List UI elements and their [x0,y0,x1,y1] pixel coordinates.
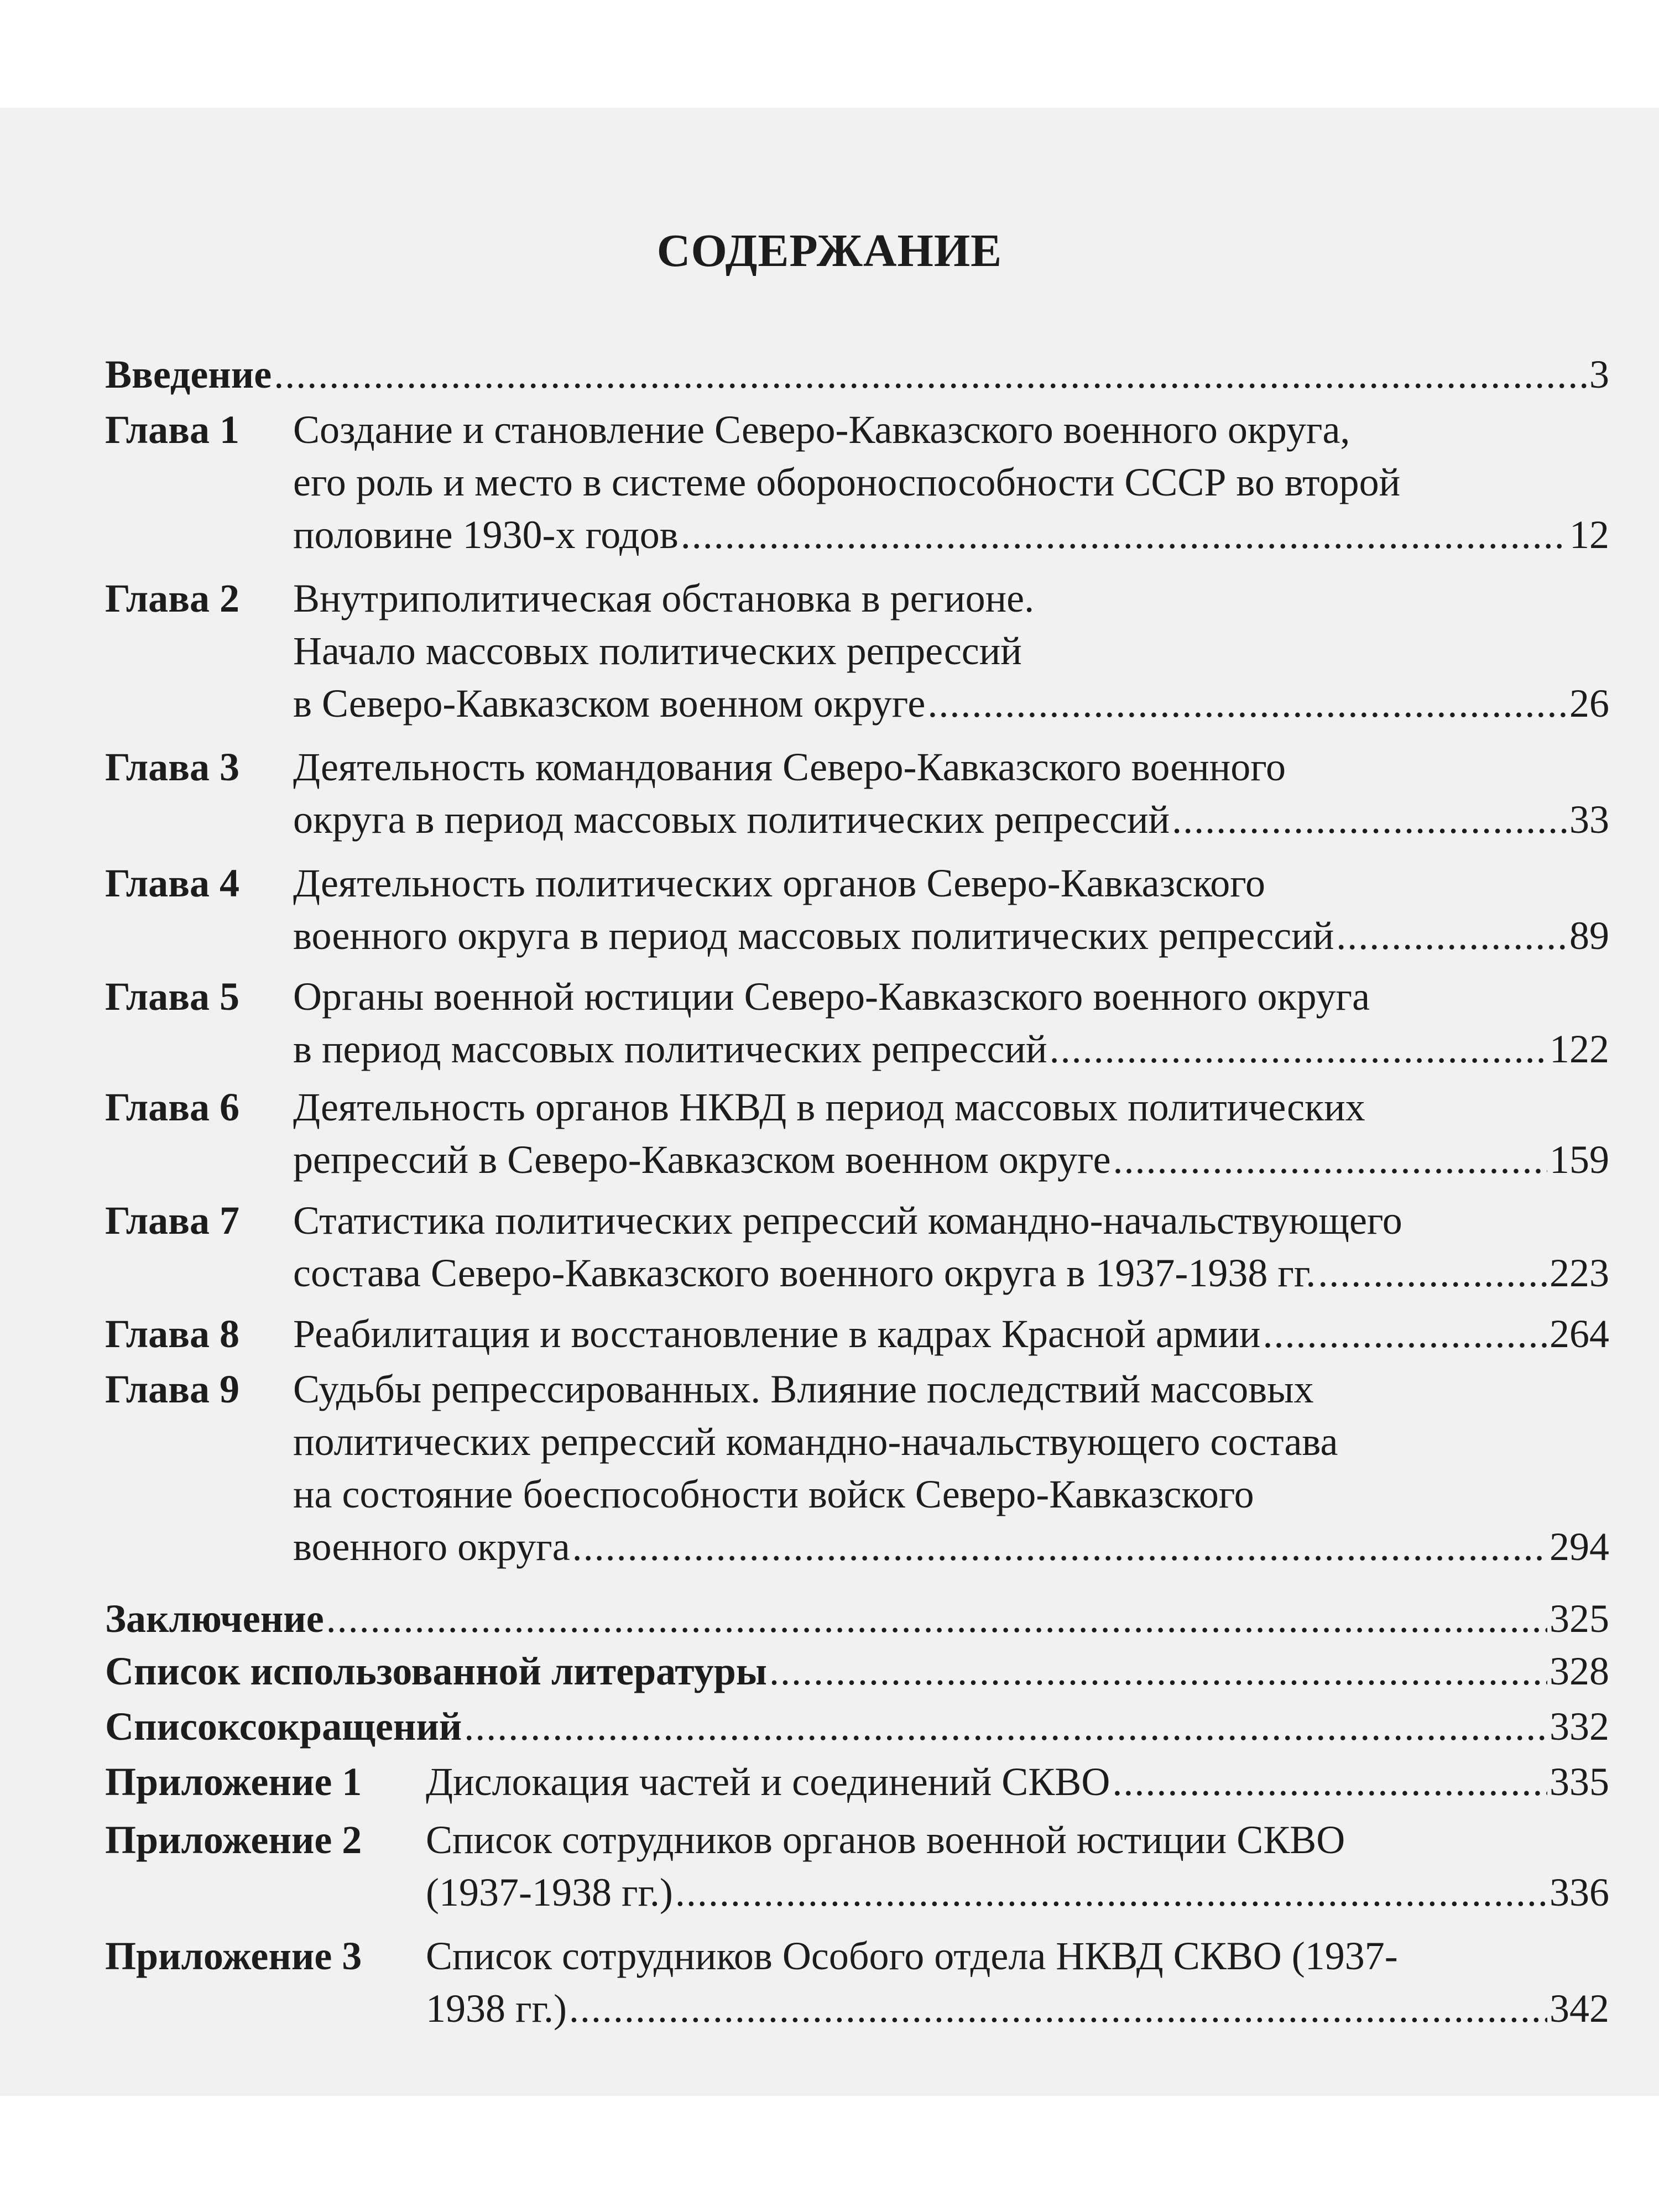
toc-entry-line [105,1700,1609,1753]
toc-page-number: 89 [1569,914,1609,958]
toc-entry-line [105,1593,1609,1645]
toc-entry-body [426,1814,1609,1919]
toc-entry-line [293,971,1609,1023]
toc-entry-body [293,971,1609,1076]
scan-margin-top [0,0,1659,108]
dot-leader [675,1866,1547,1919]
toc-entry-body [293,1363,1609,1573]
toc-entry [105,1930,1609,2035]
toc-entry-body [105,1593,1609,1645]
toc-page-number: 332 [1550,1704,1609,1749]
toc-entry [105,1363,1609,1573]
toc-entry-label: Приложение 3 [105,1934,362,1978]
page-title: СОДЕРЖАНИЕ [656,225,1003,276]
toc-entry-title: Деятельность командования Северо-Кавказского военного [293,745,1286,789]
toc-entry-label: Глава 6 [105,1085,239,1129]
toc-entry-title: Введение [105,352,272,397]
toc-entry-line [293,456,1609,509]
toc-entry-line [426,1930,1609,1983]
toc-entry [105,1814,1609,1919]
toc-entry-title: Списоксокращений [105,1704,462,1749]
toc-entry-label: Глава 2 [105,576,239,620]
toc-entry-line [293,509,1609,561]
toc-entry-title: Начало массовых политических репрессий [293,629,1022,673]
toc-page-number: 328 [1550,1649,1609,1693]
toc-entry-label: Глава 9 [105,1367,239,1411]
toc-entry-body [105,348,1609,401]
toc-entry-line [293,741,1609,794]
toc-entry-line [426,1814,1609,1866]
toc-entry-label: Глава 7 [105,1198,239,1243]
toc-entry-title: Деятельность органов НКВД в период массовых политических [293,1085,1365,1129]
toc-entry [105,404,1609,561]
toc-page-number: 325 [1550,1597,1609,1641]
toc-entry-line [293,1194,1609,1247]
dot-leader [1318,1247,1547,1300]
toc-page-number: 342 [1550,1986,1609,2031]
scan-margin-bottom [0,2096,1659,2212]
toc-entry [105,1756,1609,1808]
toc-page-number: 159 [1550,1138,1609,1182]
toc-entry-line [293,910,1609,962]
dot-leader [681,509,1567,561]
toc-entry-label: Глава 1 [105,408,239,452]
toc-entry [105,741,1609,846]
toc-entry-title: Заключение [105,1597,324,1641]
toc-entry [105,1700,1609,1753]
toc-entry-title: 1938 гг.) [426,1986,567,2031]
dot-leader [569,1983,1547,2035]
toc-entry-line [426,1756,1609,1808]
toc-page-number: 223 [1550,1251,1609,1295]
toc-page-number: 26 [1569,681,1609,726]
dot-leader [1262,1308,1547,1360]
toc-entry-title: Органы военной юстиции Северо-Кавказского военного округа [293,974,1370,1019]
toc-entry-title: Реабилитация и восстановление в кадрах Красной армии [293,1312,1261,1356]
toc-entry-line [293,1308,1609,1360]
toc-entry-line [293,857,1609,910]
toc-entry-line [105,348,1609,401]
toc-entry [105,1308,1609,1360]
toc-entry-line [293,677,1609,730]
toc-entry-title: Список использованной литературы [105,1649,767,1693]
toc-entry-body [293,1194,1609,1300]
toc-entry-body [293,857,1609,962]
toc-entry-label: Глава 4 [105,861,239,905]
dot-leader [326,1593,1547,1645]
toc-entry-body [293,404,1609,561]
toc-entry-label: Глава 5 [105,974,239,1019]
toc-entry-body [293,1308,1609,1360]
toc-entry-line [293,625,1609,677]
toc-page-number: 122 [1550,1027,1609,1071]
toc-page-number: 3 [1589,352,1609,397]
dot-leader [1172,794,1567,846]
toc-entry-line [293,1468,1609,1521]
toc-entry-title: в период массовых политических репрессий [293,1027,1047,1071]
toc-entry-body [293,741,1609,846]
toc-entry-title: округа в период массовых политических репрессий [293,797,1170,842]
toc-page-number: 336 [1550,1870,1609,1914]
dot-leader [572,1521,1547,1573]
toc-entry-body [105,1700,1609,1753]
toc-entry [105,348,1609,401]
toc-entry-line [426,1866,1609,1919]
toc-entry [105,1081,1609,1186]
toc-entry-body [426,1930,1609,2035]
toc-page-number: 264 [1550,1312,1609,1356]
dot-leader [927,677,1567,730]
toc-entry-title: Дислокация частей и соединений СКВО [426,1760,1110,1804]
toc-entry-line [293,1416,1609,1468]
toc-entry-title: Статистика политических репрессий командно-начальствующего [293,1198,1402,1243]
toc-entry-line [293,1023,1609,1076]
toc-entry-title: репрессий в Северо-Кавказском военном округе [293,1138,1111,1182]
toc-entry-label: Глава 8 [105,1312,239,1356]
dot-leader [769,1645,1547,1698]
toc-entry-line [293,1521,1609,1573]
toc-entry-line [293,1363,1609,1416]
toc-entry-title: военного округа [293,1525,570,1569]
toc-page-number: 33 [1569,797,1609,842]
toc-entry-title: военного округа в период массовых политических репрессий [293,914,1334,958]
toc-entry-title: Список сотрудников Особого отдела НКВД СКВО (1937- [426,1934,1398,1978]
toc-entry [105,971,1609,1076]
toc-entry-title: политических репрессий командно-начальствующего состава [293,1420,1338,1464]
toc-entry-title: Деятельность политических органов Северо-Кавказского [293,861,1266,905]
toc-entry-line [293,572,1609,625]
toc-entry-label: Приложение 2 [105,1818,362,1862]
toc-entry-title: (1937-1938 гг.) [426,1870,673,1914]
toc-page-number: 294 [1550,1525,1609,1569]
toc-entry-line [293,1081,1609,1134]
toc-entry-line [426,1983,1609,2035]
dot-leader [1050,1023,1547,1076]
toc-entry-title: Судьбы репрессированных. Влияние последствий массовых [293,1367,1314,1411]
toc-entry [105,1593,1609,1645]
toc-entry-title: состава Северо-Кавказского военного округа в 1937-1938 гг. [293,1251,1316,1295]
toc-entry-title: Создание и становление Северо-Кавказского военного округа, [293,408,1350,452]
toc-entry-title: на состояние боеспособности войск Северо-Кавказского [293,1472,1254,1516]
toc-entry-body [293,572,1609,730]
toc-entry [105,857,1609,962]
toc-page-number: 335 [1550,1760,1609,1804]
toc-entry-body [293,1081,1609,1186]
toc-entry-line [293,1247,1609,1300]
toc-entry-title: половине 1930-х годов [293,513,679,557]
dot-leader [464,1700,1547,1753]
toc-entry-title: Внутриполитическая обстановка в регионе. [293,576,1035,620]
toc-entry-title: Список сотрудников органов военной юстиции СКВО [426,1818,1345,1862]
toc-entry-line [293,794,1609,846]
toc-entry-title: его роль и место в системе обороноспособности СССР во второй [293,460,1401,504]
toc-entry-line [293,404,1609,456]
toc-entry-line [293,1134,1609,1186]
toc-entry [105,572,1609,730]
toc-entry-body [426,1756,1609,1808]
dot-leader [1113,1134,1547,1186]
toc-entry [105,1645,1609,1698]
dot-leader [1336,910,1567,962]
toc-entry-label: Глава 3 [105,745,239,789]
toc-entry [105,1194,1609,1300]
dot-leader [274,348,1587,401]
toc-page-number: 12 [1569,513,1609,557]
toc-entry-title: в Северо-Кавказском военном округе [293,681,926,726]
toc-entry-label: Приложение 1 [105,1760,362,1804]
dot-leader [1112,1756,1547,1808]
toc-entry-body [105,1645,1609,1698]
toc-entry-line [105,1645,1609,1698]
